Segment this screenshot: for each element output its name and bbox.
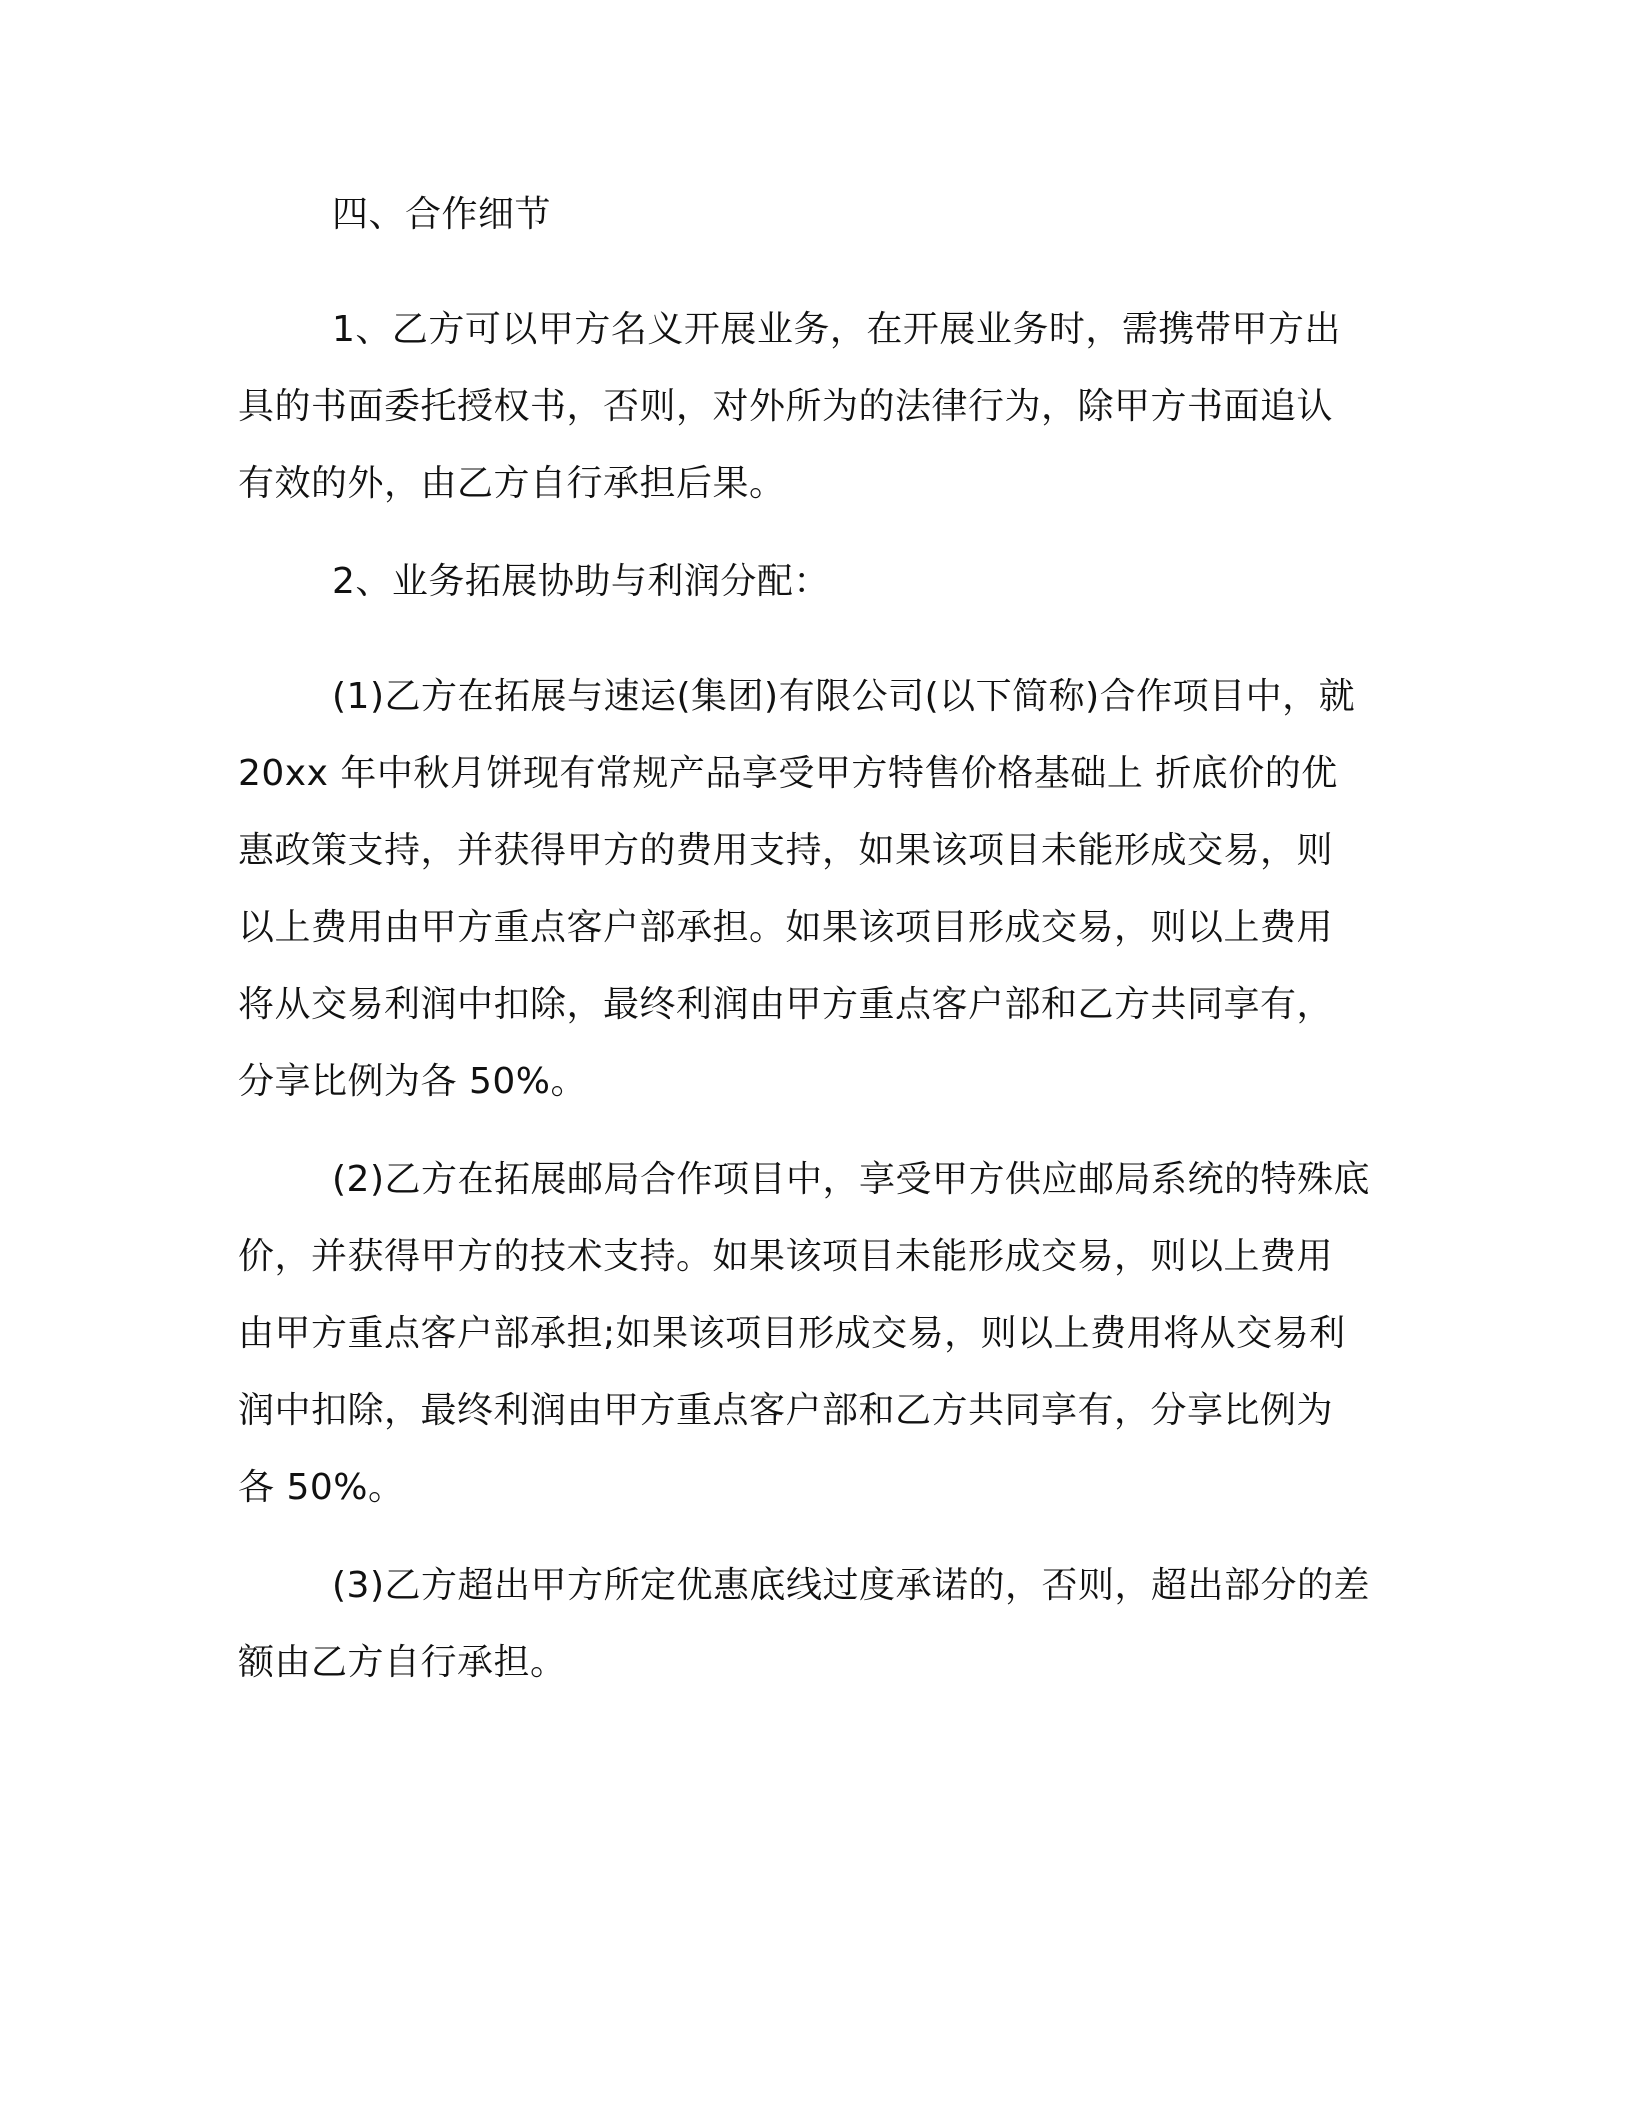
paragraph-line: 有效的外，由乙方自行承担后果。 <box>238 463 786 504</box>
paragraph-line: 具的书面委托授权书，否则，对外所为的法律行为，除甲方书面追认 <box>238 386 1334 427</box>
paragraph-line: 额由乙方自行承担。 <box>238 1642 567 1683</box>
paragraph-4 <box>238 1141 1390 1526</box>
paragraph-line: (1)乙方在拓展与速运(集团)有限公司(以下简称)合作项目中，就 <box>332 676 1356 717</box>
paragraph-line: 价，并获得甲方的技术支持。如果该项目未能形成交易，则以上费用 <box>238 1236 1334 1277</box>
paragraph-1 <box>238 291 1390 522</box>
paragraph-line: 惠政策支持，并获得甲方的费用支持，如果该项目未能形成交易，则 <box>238 830 1334 871</box>
paragraph-line: 分享比例为各 50%。 <box>238 1061 587 1102</box>
paragraph-2 <box>238 543 1390 620</box>
paragraph-line: 各 50%。 <box>238 1467 405 1508</box>
paragraph-5 <box>238 1547 1390 1701</box>
paragraph-3 <box>238 658 1390 1120</box>
paragraph-line: 将从交易利润中扣除，最终利润由甲方重点客户部和乙方共同享有， <box>238 984 1334 1025</box>
paragraph-line: 1、乙方可以甲方名义开展业务，在开展业务时，需携带甲方出 <box>332 309 1341 350</box>
paragraph-line: (3)乙方超出甲方所定优惠底线过度承诺的，否则，超出部分的差 <box>332 1565 1370 1606</box>
section-heading <box>238 176 1390 253</box>
paragraph-line: 润中扣除，最终利润由甲方重点客户部和乙方共同享有，分享比例为 <box>238 1390 1334 1431</box>
heading-text: 四、合作细节 <box>332 194 552 235</box>
paragraph-line: 以上费用由甲方重点客户部承担。如果该项目形成交易，则以上费用 <box>238 907 1334 948</box>
paragraph-line: 2、业务拓展协助与利润分配： <box>332 561 830 602</box>
paragraph-line: 20xx 年中秋月饼现有常规产品享受甲方特售价格基础上 折底价的优 <box>238 753 1338 794</box>
paragraph-line: 由甲方重点客户部承担;如果该项目形成交易，则以上费用将从交易利 <box>238 1313 1346 1354</box>
paragraph-line: (2)乙方在拓展邮局合作项目中，享受甲方供应邮局系统的特殊底 <box>332 1159 1370 1200</box>
